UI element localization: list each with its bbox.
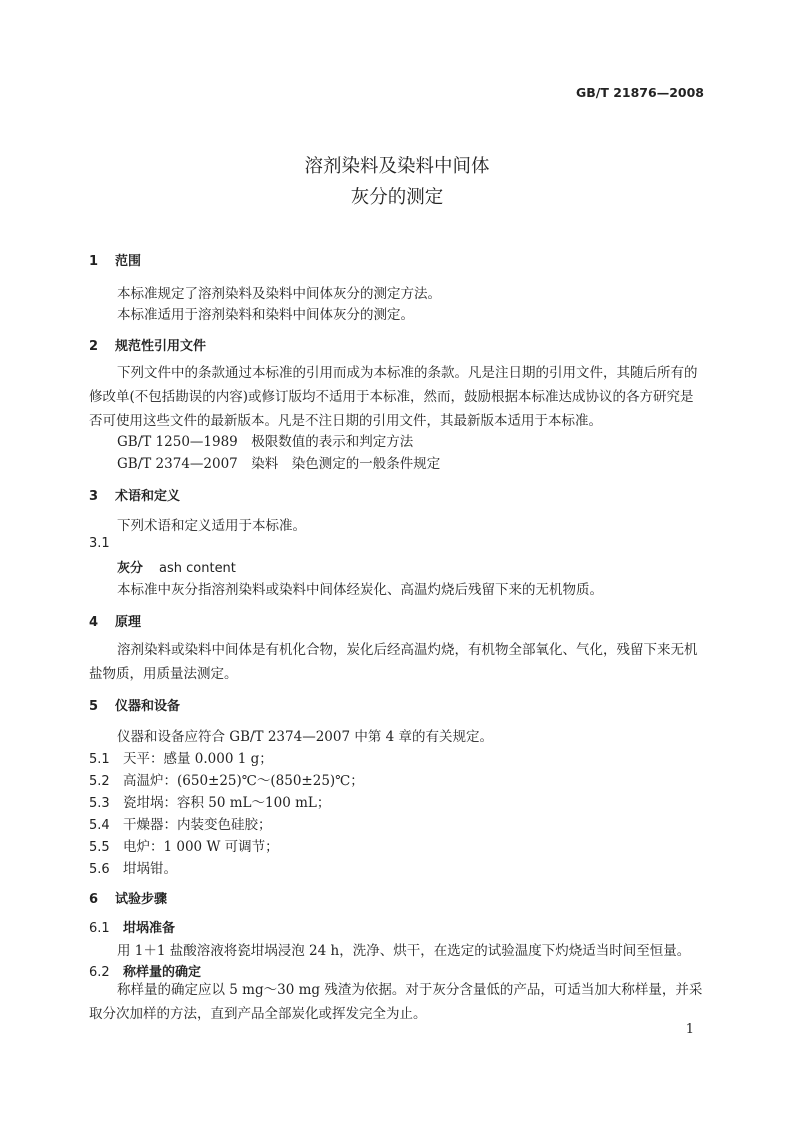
section-title: 原理	[115, 615, 142, 630]
reference-item: GB/T 2374—2007 染料 染色测定的一般条件规定	[117, 456, 441, 472]
term-chinese: 灰分	[117, 561, 144, 576]
term-english: ash content	[159, 561, 236, 576]
section-3-heading	[89, 485, 180, 504]
paragraph: 下列文件中的条款通过本标准的引用而成为本标准的条款。凡是注日期的引用文件，其随后所有的修改单(不包括勘误的内容)或修订版均不适用于本标准，然而，鼓励根据本标准达成协议的各方研究是否可使用这些文件的最新版本。凡是不注日期的引用文件，其最新版本适用于本标准。	[89, 365, 698, 429]
list-item	[89, 857, 177, 877]
subsection-title: 坩埚准备	[123, 921, 176, 936]
section-number: 2	[89, 339, 99, 354]
section-number: 1	[89, 254, 99, 269]
section-title: 范围	[115, 254, 142, 269]
paragraph: 本标准规定了溶剂染料及染料中间体灰分的测定方法。	[117, 286, 441, 302]
subsection-number: 6.2	[89, 965, 110, 980]
item-number: 5.1	[89, 752, 110, 767]
reference-item: GB/T 1250—1989 极限数值的表示和判定方法	[117, 434, 414, 450]
paragraph: 溶剂染料或染料中间体是有机化合物，炭化后经高温灼烧，有机物全部氧化、气化，残留下来无机盐物质，用质量法测定。	[89, 642, 698, 682]
list-item	[89, 769, 364, 789]
item-text: 高温炉：(650±25)℃～(850±25)℃；	[123, 773, 364, 789]
section-1-heading	[89, 250, 141, 269]
paragraph: 称样量的确定应以 5 mg～30 mg 残渣为依据。对于灰分含量低的产品，可适当加大称样量，并采取分次加样的方法，直到产品全部炭化或挥发完全为止。	[89, 982, 703, 1022]
document-title-line1: 溶剂染料及染料中间体	[304, 156, 490, 177]
item-number: 5.4	[89, 818, 110, 833]
list-item	[89, 747, 273, 767]
item-text: 干燥器：内装变色硅胶；	[123, 817, 272, 833]
section-6-heading	[89, 888, 167, 907]
section-number: 6	[89, 892, 99, 907]
paragraph: 仪器和设备应符合 GB/T 2374—2007 中第 4 章的有关规定。	[117, 729, 494, 745]
subsection-6-1-heading	[89, 917, 175, 936]
section-4-heading	[89, 611, 141, 630]
item-number: 5.2	[89, 774, 110, 789]
list-item	[89, 791, 330, 811]
term-entry	[117, 557, 236, 576]
item-number: 5.6	[89, 862, 110, 877]
standard-number: GB/T 21876—2008	[575, 85, 704, 100]
subsection-title: 称样量的确定	[123, 965, 202, 980]
subclause-number: 3.1	[89, 536, 110, 551]
term-definition: 本标准中灰分指溶剂染料或染料中间体经炭化、高温灼烧后残留下来的无机物质。	[117, 582, 603, 598]
section-number: 5	[89, 699, 99, 714]
paragraph: 下列术语和定义适用于本标准。	[117, 518, 306, 534]
section-title: 仪器和设备	[115, 699, 181, 714]
section-title: 规范性引用文件	[115, 339, 207, 354]
item-number: 5.3	[89, 796, 110, 811]
section-title: 试验步骤	[115, 892, 168, 907]
paragraph: 本标准适用于溶剂染料和染料中间体灰分的测定。	[117, 307, 414, 323]
item-text: 瓷坩埚：容积 50 mL～100 mL；	[123, 795, 331, 811]
paragraph: 用 1＋1 盐酸溶液将瓷坩埚浸泡 24 h，洗净、烘干，在选定的试验温度下灼烧适当时间至恒量。	[117, 943, 691, 959]
subsection-number: 6.1	[89, 921, 110, 936]
item-text: 天平：感量 0.000 1 g；	[123, 751, 273, 767]
item-number: 5.5	[89, 840, 110, 855]
section-title: 术语和定义	[115, 489, 181, 504]
list-item	[89, 835, 279, 855]
section-number: 4	[89, 615, 99, 630]
item-text: 坩埚钳。	[123, 861, 177, 877]
item-text: 电炉：1 000 W 可调节；	[123, 839, 279, 855]
page-number: 1	[685, 1022, 694, 1037]
section-number: 3	[89, 489, 99, 504]
document-title-line2: 灰分的测定	[350, 187, 444, 208]
section-5-heading	[89, 695, 180, 714]
section-2-heading	[89, 335, 206, 354]
list-item	[89, 813, 272, 833]
